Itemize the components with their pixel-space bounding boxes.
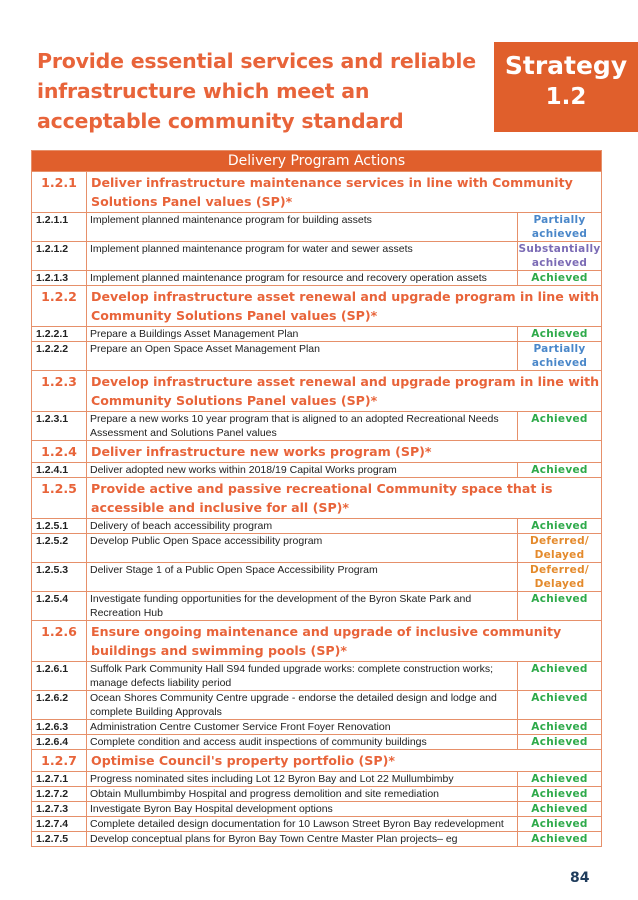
action-item-status: Achieved: [518, 787, 602, 802]
action-group-title: Deliver infrastructure maintenance services in line with Community Solutions Panel values (SP)*: [87, 172, 602, 213]
action-item-number: 1.2.7.3: [32, 802, 87, 817]
action-item-status: Achieved: [518, 592, 602, 621]
action-item-number: 1.2.5.2: [32, 534, 87, 563]
action-item-number: 1.2.1.1: [32, 213, 87, 242]
action-item-description: Implement planned maintenance program for water and sewer assets: [87, 242, 518, 271]
action-item-row: [32, 412, 602, 441]
action-group-row: [32, 621, 602, 662]
action-item-number: 1.2.6.2: [32, 691, 87, 720]
action-item-description: Implement planned maintenance program for building assets: [87, 213, 518, 242]
action-group-title: Develop infrastructure asset renewal and upgrade program in line with Community Solutions Panel values (SP)*: [87, 286, 602, 327]
action-group-number: 1.2.5: [32, 478, 87, 519]
action-item-status: Achieved: [518, 691, 602, 720]
action-item-description: Ocean Shores Community Centre upgrade - endorse the detailed design and lodge and complete Building Approvals: [87, 691, 518, 720]
action-item-number: 1.2.6.1: [32, 662, 87, 691]
strategy-badge-label: Strategy: [504, 51, 628, 80]
action-item-description: Investigate funding opportunities for the development of the Byron Skate Park and Recreation Hub: [87, 592, 518, 621]
strategy-badge-number: 1.2: [545, 84, 587, 110]
action-group-row: [32, 172, 602, 213]
action-group-title: Optimise Council's property portfolio (SP)*: [87, 750, 602, 772]
action-item-status: Partially achieved: [518, 342, 602, 371]
action-group-number: 1.2.1: [32, 172, 87, 213]
action-item-number: 1.2.6.3: [32, 720, 87, 735]
table-body: [32, 172, 602, 847]
action-item-status: Achieved: [518, 412, 602, 441]
action-group-row: [32, 286, 602, 327]
action-item-number: 1.2.7.5: [32, 832, 87, 847]
action-item-row: [32, 327, 602, 342]
action-item-number: 1.2.1.3: [32, 271, 87, 286]
action-group-number: 1.2.4: [32, 441, 87, 463]
action-item-status: Achieved: [518, 832, 602, 847]
action-item-number: 1.2.3.1: [32, 412, 87, 441]
action-item-status: Achieved: [518, 327, 602, 342]
action-group-title: Provide active and passive recreational Community space that is accessible and inclusive for all (SP)*: [87, 478, 602, 519]
action-item-row: [32, 242, 602, 271]
action-item-description: Complete condition and access audit inspections of community buildings: [87, 735, 518, 750]
action-item-number: 1.2.1.2: [32, 242, 87, 271]
action-item-status: Substantially achieved: [518, 243, 601, 269]
action-item-row: [32, 802, 602, 817]
action-item-row: [32, 720, 602, 735]
action-item-description: Prepare a new works 10 year program that is aligned to an adopted Recreational Needs Assessment and Solutions Panel values: [87, 412, 518, 441]
action-item-number: 1.2.6.4: [32, 735, 87, 750]
action-group-number: 1.2.7: [32, 750, 87, 772]
action-item-row: [32, 563, 602, 592]
table-title: Delivery Program Actions: [32, 151, 602, 172]
action-item-number: 1.2.7.4: [32, 817, 87, 832]
action-item-description: Implement planned maintenance program for resource and recovery operation assets: [87, 271, 518, 286]
action-group-number: 1.2.3: [32, 371, 87, 412]
action-item-row: [32, 271, 602, 286]
action-group-row: [32, 478, 602, 519]
action-item-description: Administration Centre Customer Service Front Foyer Renovation: [87, 720, 518, 735]
action-item-number: 1.2.4.1: [32, 463, 87, 478]
action-item-status: Achieved: [518, 463, 602, 478]
action-group-row: [32, 371, 602, 412]
action-item-description: Deliver Stage 1 of a Public Open Space Accessibility Program: [87, 563, 518, 592]
action-item-number: 1.2.7.1: [32, 772, 87, 787]
action-item-row: [32, 463, 602, 478]
action-item-row: [32, 735, 602, 750]
action-item-row: [32, 832, 602, 847]
action-item-row: [32, 691, 602, 720]
action-item-status: Deferred/ Delayed: [518, 534, 602, 563]
action-item-description: Prepare an Open Space Asset Management Plan: [87, 342, 518, 371]
action-item-description: Prepare a Buildings Asset Management Plan: [87, 327, 518, 342]
page-number: 84: [570, 870, 590, 886]
action-item-description: Obtain Mullumbimby Hospital and progress demolition and site remediation: [87, 787, 518, 802]
action-item-description: Develop conceptual plans for Byron Bay Town Centre Master Plan projects– eg: [87, 832, 518, 847]
delivery-program-table: [31, 150, 602, 847]
action-item-row: [32, 662, 602, 691]
action-group-number: 1.2.6: [32, 621, 87, 662]
action-group-row: [32, 441, 602, 463]
action-group-title: Develop infrastructure asset renewal and upgrade program in line with Community Solutions Panel values (SP)*: [87, 371, 602, 412]
action-item-status: Achieved: [518, 802, 602, 817]
action-item-status: Partially achieved: [518, 213, 602, 242]
action-group-row: [32, 750, 602, 772]
action-item-row: [32, 592, 602, 621]
action-item-status: Deferred/ Delayed: [518, 563, 602, 592]
action-item-row: [32, 519, 602, 534]
action-item-description: Progress nominated sites including Lot 12 Byron Bay and Lot 22 Mullumbimby: [87, 772, 518, 787]
action-item-number: 1.2.2.1: [32, 327, 87, 342]
action-item-row: [32, 787, 602, 802]
action-item-description: Complete detailed design documentation for 10 Lawson Street Byron Bay redevelopment: [87, 817, 518, 832]
strategy-badge: [494, 42, 638, 132]
action-item-status: Achieved: [518, 772, 602, 787]
action-item-status: Achieved: [518, 519, 602, 534]
action-group-number: 1.2.2: [32, 286, 87, 327]
action-item-number: 1.2.5.1: [32, 519, 87, 534]
action-item-description: Investigate Byron Bay Hospital development options: [87, 802, 518, 817]
strategy-heading: Provide essential services and reliable infrastructure which meet an acceptable community standard: [37, 49, 476, 133]
action-group-title: Deliver infrastructure new works program (SP)*: [87, 441, 602, 463]
action-item-number: 1.2.5.4: [32, 592, 87, 621]
action-item-number: 1.2.7.2: [32, 787, 87, 802]
action-item-description: Delivery of beach accessibility program: [87, 519, 518, 534]
action-group-title: Ensure ongoing maintenance and upgrade of inclusive community buildings and swimming pools (SP)*: [87, 621, 602, 662]
action-item-number: 1.2.5.3: [32, 563, 87, 592]
action-item-status: Achieved: [518, 662, 602, 691]
action-item-description: Deliver adopted new works within 2018/19 Capital Works program: [87, 463, 518, 478]
action-item-status: Achieved: [518, 735, 602, 750]
action-item-row: [32, 534, 602, 563]
action-item-row: [32, 817, 602, 832]
action-item-description: Develop Public Open Space accessibility program: [87, 534, 518, 563]
action-item-status: Achieved: [518, 817, 602, 832]
action-item-row: [32, 772, 602, 787]
action-item-number: 1.2.2.2: [32, 342, 87, 371]
action-item-row: [32, 213, 602, 242]
action-item-status: Achieved: [518, 271, 602, 286]
action-item-row: [32, 342, 602, 371]
action-item-description: Suffolk Park Community Hall S94 funded upgrade works: complete construction works; manage defects liability period: [87, 662, 518, 691]
action-item-status: Achieved: [518, 720, 602, 735]
